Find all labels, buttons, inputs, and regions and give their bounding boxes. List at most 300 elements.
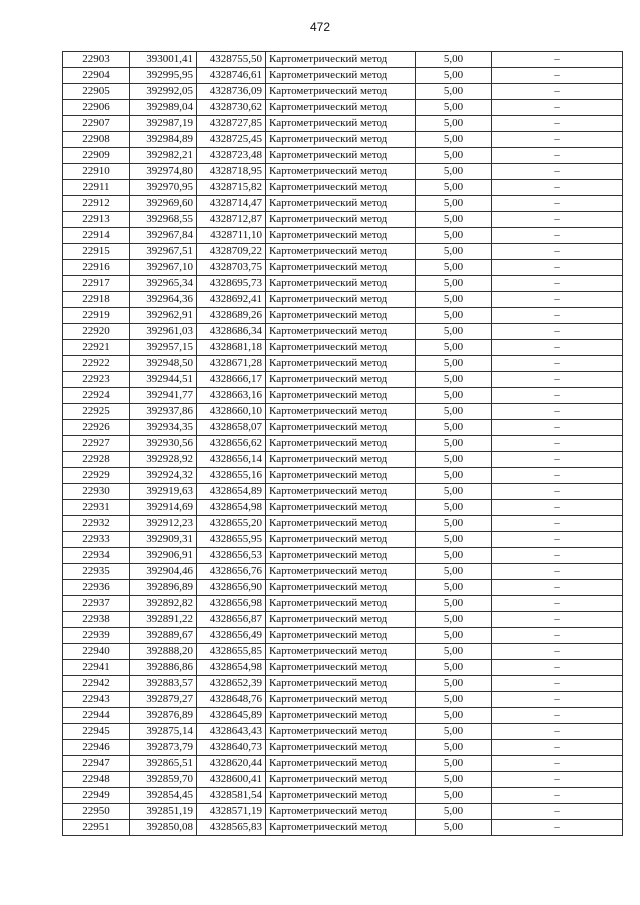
table-row xyxy=(63,692,623,708)
description-cell: – xyxy=(492,404,623,420)
description-cell: – xyxy=(492,212,623,228)
accuracy-cell: 5,00 xyxy=(416,516,492,532)
table-row xyxy=(63,68,623,84)
description-cell: – xyxy=(492,484,623,500)
coordinates-table-body xyxy=(63,52,623,836)
point-number-cell: 22938 xyxy=(63,612,130,628)
accuracy-cell: 5,00 xyxy=(416,468,492,484)
accuracy-cell: 5,00 xyxy=(416,212,492,228)
y-coordinate-cell: 4328645,89 xyxy=(197,708,266,724)
description-cell: – xyxy=(492,708,623,724)
method-cell: Картометрический метод xyxy=(266,308,416,324)
accuracy-cell: 5,00 xyxy=(416,580,492,596)
accuracy-cell: 5,00 xyxy=(416,596,492,612)
table-row xyxy=(63,292,623,308)
y-coordinate-cell: 4328755,50 xyxy=(197,52,266,68)
description-cell: – xyxy=(492,548,623,564)
method-cell: Картометрический метод xyxy=(266,532,416,548)
x-coordinate-cell: 392934,35 xyxy=(130,420,197,436)
method-cell: Картометрический метод xyxy=(266,756,416,772)
table-row xyxy=(63,340,623,356)
point-number-cell: 22918 xyxy=(63,292,130,308)
y-coordinate-cell: 4328643,43 xyxy=(197,724,266,740)
point-number-cell: 22925 xyxy=(63,404,130,420)
x-coordinate-cell: 392888,20 xyxy=(130,644,197,660)
description-cell: – xyxy=(492,116,623,132)
point-number-cell: 22919 xyxy=(63,308,130,324)
accuracy-cell: 5,00 xyxy=(416,404,492,420)
accuracy-cell: 5,00 xyxy=(416,164,492,180)
method-cell: Картометрический метод xyxy=(266,628,416,644)
description-cell: – xyxy=(492,436,623,452)
description-cell: – xyxy=(492,180,623,196)
accuracy-cell: 5,00 xyxy=(416,356,492,372)
description-cell: – xyxy=(492,100,623,116)
x-coordinate-cell: 392989,04 xyxy=(130,100,197,116)
accuracy-cell: 5,00 xyxy=(416,244,492,260)
point-number-cell: 22943 xyxy=(63,692,130,708)
description-cell: – xyxy=(492,292,623,308)
y-coordinate-cell: 4328656,76 xyxy=(197,564,266,580)
accuracy-cell: 5,00 xyxy=(416,388,492,404)
accuracy-cell: 5,00 xyxy=(416,52,492,68)
table-row xyxy=(63,436,623,452)
y-coordinate-cell: 4328600,41 xyxy=(197,772,266,788)
y-coordinate-cell: 4328736,09 xyxy=(197,84,266,100)
method-cell: Картометрический метод xyxy=(266,164,416,180)
x-coordinate-cell: 392967,84 xyxy=(130,228,197,244)
point-number-cell: 22936 xyxy=(63,580,130,596)
accuracy-cell: 5,00 xyxy=(416,308,492,324)
y-coordinate-cell: 4328746,61 xyxy=(197,68,266,84)
y-coordinate-cell: 4328712,87 xyxy=(197,212,266,228)
table-row xyxy=(63,116,623,132)
x-coordinate-cell: 392968,55 xyxy=(130,212,197,228)
accuracy-cell: 5,00 xyxy=(416,100,492,116)
accuracy-cell: 5,00 xyxy=(416,420,492,436)
description-cell: – xyxy=(492,228,623,244)
method-cell: Картометрический метод xyxy=(266,804,416,820)
accuracy-cell: 5,00 xyxy=(416,196,492,212)
method-cell: Картометрический метод xyxy=(266,276,416,292)
point-number-cell: 22951 xyxy=(63,820,130,836)
table-row xyxy=(63,372,623,388)
x-coordinate-cell: 392896,89 xyxy=(130,580,197,596)
y-coordinate-cell: 4328725,45 xyxy=(197,132,266,148)
x-coordinate-cell: 392912,23 xyxy=(130,516,197,532)
y-coordinate-cell: 4328711,10 xyxy=(197,228,266,244)
y-coordinate-cell: 4328709,22 xyxy=(197,244,266,260)
table-row xyxy=(63,708,623,724)
table-row xyxy=(63,788,623,804)
point-number-cell: 22905 xyxy=(63,84,130,100)
method-cell: Картометрический метод xyxy=(266,436,416,452)
method-cell: Картометрический метод xyxy=(266,100,416,116)
y-coordinate-cell: 4328656,49 xyxy=(197,628,266,644)
y-coordinate-cell: 4328689,26 xyxy=(197,308,266,324)
x-coordinate-cell: 392941,77 xyxy=(130,388,197,404)
point-number-cell: 22933 xyxy=(63,532,130,548)
x-coordinate-cell: 392964,36 xyxy=(130,292,197,308)
description-cell: – xyxy=(492,420,623,436)
y-coordinate-cell: 4328656,62 xyxy=(197,436,266,452)
point-number-cell: 22934 xyxy=(63,548,130,564)
y-coordinate-cell: 4328654,89 xyxy=(197,484,266,500)
x-coordinate-cell: 392984,89 xyxy=(130,132,197,148)
table-row xyxy=(63,548,623,564)
description-cell: – xyxy=(492,756,623,772)
description-cell: – xyxy=(492,804,623,820)
accuracy-cell: 5,00 xyxy=(416,68,492,84)
accuracy-cell: 5,00 xyxy=(416,804,492,820)
description-cell: – xyxy=(492,468,623,484)
y-coordinate-cell: 4328715,82 xyxy=(197,180,266,196)
method-cell: Картометрический метод xyxy=(266,692,416,708)
table-row xyxy=(63,260,623,276)
table-row xyxy=(63,180,623,196)
accuracy-cell: 5,00 xyxy=(416,772,492,788)
point-number-cell: 22950 xyxy=(63,804,130,820)
method-cell: Картометрический метод xyxy=(266,740,416,756)
method-cell: Картометрический метод xyxy=(266,404,416,420)
table-row xyxy=(63,756,623,772)
table-row xyxy=(63,52,623,68)
description-cell: – xyxy=(492,52,623,68)
y-coordinate-cell: 4328655,16 xyxy=(197,468,266,484)
point-number-cell: 22945 xyxy=(63,724,130,740)
x-coordinate-cell: 392967,10 xyxy=(130,260,197,276)
x-coordinate-cell: 392965,34 xyxy=(130,276,197,292)
method-cell: Картометрический метод xyxy=(266,516,416,532)
table-row xyxy=(63,228,623,244)
point-number-cell: 22949 xyxy=(63,788,130,804)
table-row xyxy=(63,164,623,180)
method-cell: Картометрический метод xyxy=(266,324,416,340)
accuracy-cell: 5,00 xyxy=(416,484,492,500)
table-row xyxy=(63,452,623,468)
point-number-cell: 22911 xyxy=(63,180,130,196)
point-number-cell: 22932 xyxy=(63,516,130,532)
x-coordinate-cell: 392850,08 xyxy=(130,820,197,836)
y-coordinate-cell: 4328655,20 xyxy=(197,516,266,532)
accuracy-cell: 5,00 xyxy=(416,756,492,772)
y-coordinate-cell: 4328571,19 xyxy=(197,804,266,820)
y-coordinate-cell: 4328730,62 xyxy=(197,100,266,116)
method-cell: Картометрический метод xyxy=(266,340,416,356)
method-cell: Картометрический метод xyxy=(266,372,416,388)
accuracy-cell: 5,00 xyxy=(416,708,492,724)
point-number-cell: 22948 xyxy=(63,772,130,788)
table-row xyxy=(63,580,623,596)
description-cell: – xyxy=(492,532,623,548)
accuracy-cell: 5,00 xyxy=(416,276,492,292)
x-coordinate-cell: 392992,05 xyxy=(130,84,197,100)
table-row xyxy=(63,484,623,500)
point-number-cell: 22935 xyxy=(63,564,130,580)
y-coordinate-cell: 4328581,54 xyxy=(197,788,266,804)
description-cell: – xyxy=(492,772,623,788)
method-cell: Картометрический метод xyxy=(266,388,416,404)
y-coordinate-cell: 4328695,73 xyxy=(197,276,266,292)
method-cell: Картометрический метод xyxy=(266,708,416,724)
accuracy-cell: 5,00 xyxy=(416,692,492,708)
accuracy-cell: 5,00 xyxy=(416,292,492,308)
description-cell: – xyxy=(492,196,623,212)
table-row xyxy=(63,564,623,580)
point-number-cell: 22921 xyxy=(63,340,130,356)
point-number-cell: 22940 xyxy=(63,644,130,660)
method-cell: Картометрический метод xyxy=(266,292,416,308)
method-cell: Картометрический метод xyxy=(266,228,416,244)
description-cell: – xyxy=(492,788,623,804)
point-number-cell: 22939 xyxy=(63,628,130,644)
y-coordinate-cell: 4328723,48 xyxy=(197,148,266,164)
accuracy-cell: 5,00 xyxy=(416,660,492,676)
x-coordinate-cell: 392865,51 xyxy=(130,756,197,772)
description-cell: – xyxy=(492,260,623,276)
x-coordinate-cell: 392892,82 xyxy=(130,596,197,612)
point-number-cell: 22924 xyxy=(63,388,130,404)
method-cell: Картометрический метод xyxy=(266,260,416,276)
description-cell: – xyxy=(492,692,623,708)
description-cell: – xyxy=(492,596,623,612)
x-coordinate-cell: 393001,41 xyxy=(130,52,197,68)
method-cell: Картометрический метод xyxy=(266,612,416,628)
accuracy-cell: 5,00 xyxy=(416,644,492,660)
y-coordinate-cell: 4328565,83 xyxy=(197,820,266,836)
y-coordinate-cell: 4328655,95 xyxy=(197,532,266,548)
table-row xyxy=(63,820,623,836)
y-coordinate-cell: 4328660,10 xyxy=(197,404,266,420)
description-cell: – xyxy=(492,340,623,356)
point-number-cell: 22906 xyxy=(63,100,130,116)
table-row xyxy=(63,404,623,420)
table-row xyxy=(63,276,623,292)
method-cell: Картометрический метод xyxy=(266,68,416,84)
x-coordinate-cell: 392970,95 xyxy=(130,180,197,196)
table-row xyxy=(63,244,623,260)
method-cell: Картометрический метод xyxy=(266,788,416,804)
table-row xyxy=(63,196,623,212)
accuracy-cell: 5,00 xyxy=(416,548,492,564)
table-row xyxy=(63,612,623,628)
description-cell: – xyxy=(492,148,623,164)
table-row xyxy=(63,660,623,676)
accuracy-cell: 5,00 xyxy=(416,116,492,132)
x-coordinate-cell: 392924,32 xyxy=(130,468,197,484)
y-coordinate-cell: 4328671,28 xyxy=(197,356,266,372)
y-coordinate-cell: 4328656,87 xyxy=(197,612,266,628)
table-row xyxy=(63,676,623,692)
point-number-cell: 22947 xyxy=(63,756,130,772)
table-row xyxy=(63,84,623,100)
method-cell: Картометрический метод xyxy=(266,660,416,676)
description-cell: – xyxy=(492,724,623,740)
method-cell: Картометрический метод xyxy=(266,212,416,228)
x-coordinate-cell: 392904,46 xyxy=(130,564,197,580)
table-row xyxy=(63,356,623,372)
x-coordinate-cell: 392854,45 xyxy=(130,788,197,804)
accuracy-cell: 5,00 xyxy=(416,820,492,836)
y-coordinate-cell: 4328655,85 xyxy=(197,644,266,660)
description-cell: – xyxy=(492,164,623,180)
method-cell: Картометрический метод xyxy=(266,116,416,132)
point-number-cell: 22941 xyxy=(63,660,130,676)
point-number-cell: 22946 xyxy=(63,740,130,756)
x-coordinate-cell: 392962,91 xyxy=(130,308,197,324)
method-cell: Картометрический метод xyxy=(266,580,416,596)
x-coordinate-cell: 392886,86 xyxy=(130,660,197,676)
x-coordinate-cell: 392906,91 xyxy=(130,548,197,564)
description-cell: – xyxy=(492,740,623,756)
description-cell: – xyxy=(492,132,623,148)
description-cell: – xyxy=(492,68,623,84)
accuracy-cell: 5,00 xyxy=(416,532,492,548)
method-cell: Картометрический метод xyxy=(266,676,416,692)
description-cell: – xyxy=(492,660,623,676)
description-cell: – xyxy=(492,84,623,100)
point-number-cell: 22922 xyxy=(63,356,130,372)
description-cell: – xyxy=(492,676,623,692)
point-number-cell: 22920 xyxy=(63,324,130,340)
table-row xyxy=(63,740,623,756)
accuracy-cell: 5,00 xyxy=(416,500,492,516)
x-coordinate-cell: 392948,50 xyxy=(130,356,197,372)
point-number-cell: 22931 xyxy=(63,500,130,516)
point-number-cell: 22907 xyxy=(63,116,130,132)
method-cell: Картометрический метод xyxy=(266,484,416,500)
accuracy-cell: 5,00 xyxy=(416,740,492,756)
x-coordinate-cell: 392876,89 xyxy=(130,708,197,724)
x-coordinate-cell: 392879,27 xyxy=(130,692,197,708)
description-cell: – xyxy=(492,644,623,660)
description-cell: – xyxy=(492,244,623,260)
point-number-cell: 22942 xyxy=(63,676,130,692)
y-coordinate-cell: 4328727,85 xyxy=(197,116,266,132)
accuracy-cell: 5,00 xyxy=(416,436,492,452)
accuracy-cell: 5,00 xyxy=(416,724,492,740)
description-cell: – xyxy=(492,276,623,292)
point-number-cell: 22912 xyxy=(63,196,130,212)
description-cell: – xyxy=(492,500,623,516)
accuracy-cell: 5,00 xyxy=(416,228,492,244)
x-coordinate-cell: 392995,95 xyxy=(130,68,197,84)
method-cell: Картометрический метод xyxy=(266,244,416,260)
method-cell: Картометрический метод xyxy=(266,84,416,100)
x-coordinate-cell: 392851,19 xyxy=(130,804,197,820)
x-coordinate-cell: 392930,56 xyxy=(130,436,197,452)
x-coordinate-cell: 392957,15 xyxy=(130,340,197,356)
description-cell: – xyxy=(492,308,623,324)
method-cell: Картометрический метод xyxy=(266,644,416,660)
description-cell: – xyxy=(492,628,623,644)
method-cell: Картометрический метод xyxy=(266,452,416,468)
x-coordinate-cell: 392889,67 xyxy=(130,628,197,644)
point-number-cell: 22909 xyxy=(63,148,130,164)
table-row xyxy=(63,724,623,740)
table-row xyxy=(63,772,623,788)
y-coordinate-cell: 4328656,98 xyxy=(197,596,266,612)
method-cell: Картометрический метод xyxy=(266,196,416,212)
method-cell: Картометрический метод xyxy=(266,500,416,516)
accuracy-cell: 5,00 xyxy=(416,452,492,468)
y-coordinate-cell: 4328656,14 xyxy=(197,452,266,468)
y-coordinate-cell: 4328692,41 xyxy=(197,292,266,308)
table-row xyxy=(63,516,623,532)
accuracy-cell: 5,00 xyxy=(416,340,492,356)
point-number-cell: 22916 xyxy=(63,260,130,276)
x-coordinate-cell: 392919,63 xyxy=(130,484,197,500)
point-number-cell: 22944 xyxy=(63,708,130,724)
y-coordinate-cell: 4328654,98 xyxy=(197,500,266,516)
y-coordinate-cell: 4328663,16 xyxy=(197,388,266,404)
point-number-cell: 22929 xyxy=(63,468,130,484)
method-cell: Картометрический метод xyxy=(266,356,416,372)
y-coordinate-cell: 4328656,53 xyxy=(197,548,266,564)
accuracy-cell: 5,00 xyxy=(416,564,492,580)
table-row xyxy=(63,468,623,484)
x-coordinate-cell: 392909,31 xyxy=(130,532,197,548)
table-row xyxy=(63,148,623,164)
description-cell: – xyxy=(492,372,623,388)
table-row xyxy=(63,420,623,436)
y-coordinate-cell: 4328686,34 xyxy=(197,324,266,340)
x-coordinate-cell: 392967,51 xyxy=(130,244,197,260)
method-cell: Картометрический метод xyxy=(266,180,416,196)
x-coordinate-cell: 392928,92 xyxy=(130,452,197,468)
description-cell: – xyxy=(492,388,623,404)
x-coordinate-cell: 392891,22 xyxy=(130,612,197,628)
accuracy-cell: 5,00 xyxy=(416,260,492,276)
x-coordinate-cell: 392987,19 xyxy=(130,116,197,132)
x-coordinate-cell: 392914,69 xyxy=(130,500,197,516)
point-number-cell: 22915 xyxy=(63,244,130,260)
description-cell: – xyxy=(492,324,623,340)
description-cell: – xyxy=(492,356,623,372)
method-cell: Картометрический метод xyxy=(266,548,416,564)
accuracy-cell: 5,00 xyxy=(416,84,492,100)
y-coordinate-cell: 4328681,18 xyxy=(197,340,266,356)
y-coordinate-cell: 4328703,75 xyxy=(197,260,266,276)
point-number-cell: 22923 xyxy=(63,372,130,388)
x-coordinate-cell: 392982,21 xyxy=(130,148,197,164)
method-cell: Картометрический метод xyxy=(266,724,416,740)
accuracy-cell: 5,00 xyxy=(416,628,492,644)
description-cell: – xyxy=(492,580,623,596)
accuracy-cell: 5,00 xyxy=(416,180,492,196)
accuracy-cell: 5,00 xyxy=(416,132,492,148)
method-cell: Картометрический метод xyxy=(266,772,416,788)
table-row xyxy=(63,644,623,660)
y-coordinate-cell: 4328714,47 xyxy=(197,196,266,212)
y-coordinate-cell: 4328648,76 xyxy=(197,692,266,708)
point-number-cell: 22910 xyxy=(63,164,130,180)
method-cell: Картометрический метод xyxy=(266,596,416,612)
table-row xyxy=(63,388,623,404)
method-cell: Картометрический метод xyxy=(266,820,416,836)
x-coordinate-cell: 392974,80 xyxy=(130,164,197,180)
description-cell: – xyxy=(492,564,623,580)
description-cell: – xyxy=(492,820,623,836)
accuracy-cell: 5,00 xyxy=(416,788,492,804)
accuracy-cell: 5,00 xyxy=(416,372,492,388)
table-row xyxy=(63,804,623,820)
table-row xyxy=(63,500,623,516)
table-row xyxy=(63,132,623,148)
accuracy-cell: 5,00 xyxy=(416,676,492,692)
method-cell: Картометрический метод xyxy=(266,52,416,68)
point-number-cell: 22903 xyxy=(63,52,130,68)
